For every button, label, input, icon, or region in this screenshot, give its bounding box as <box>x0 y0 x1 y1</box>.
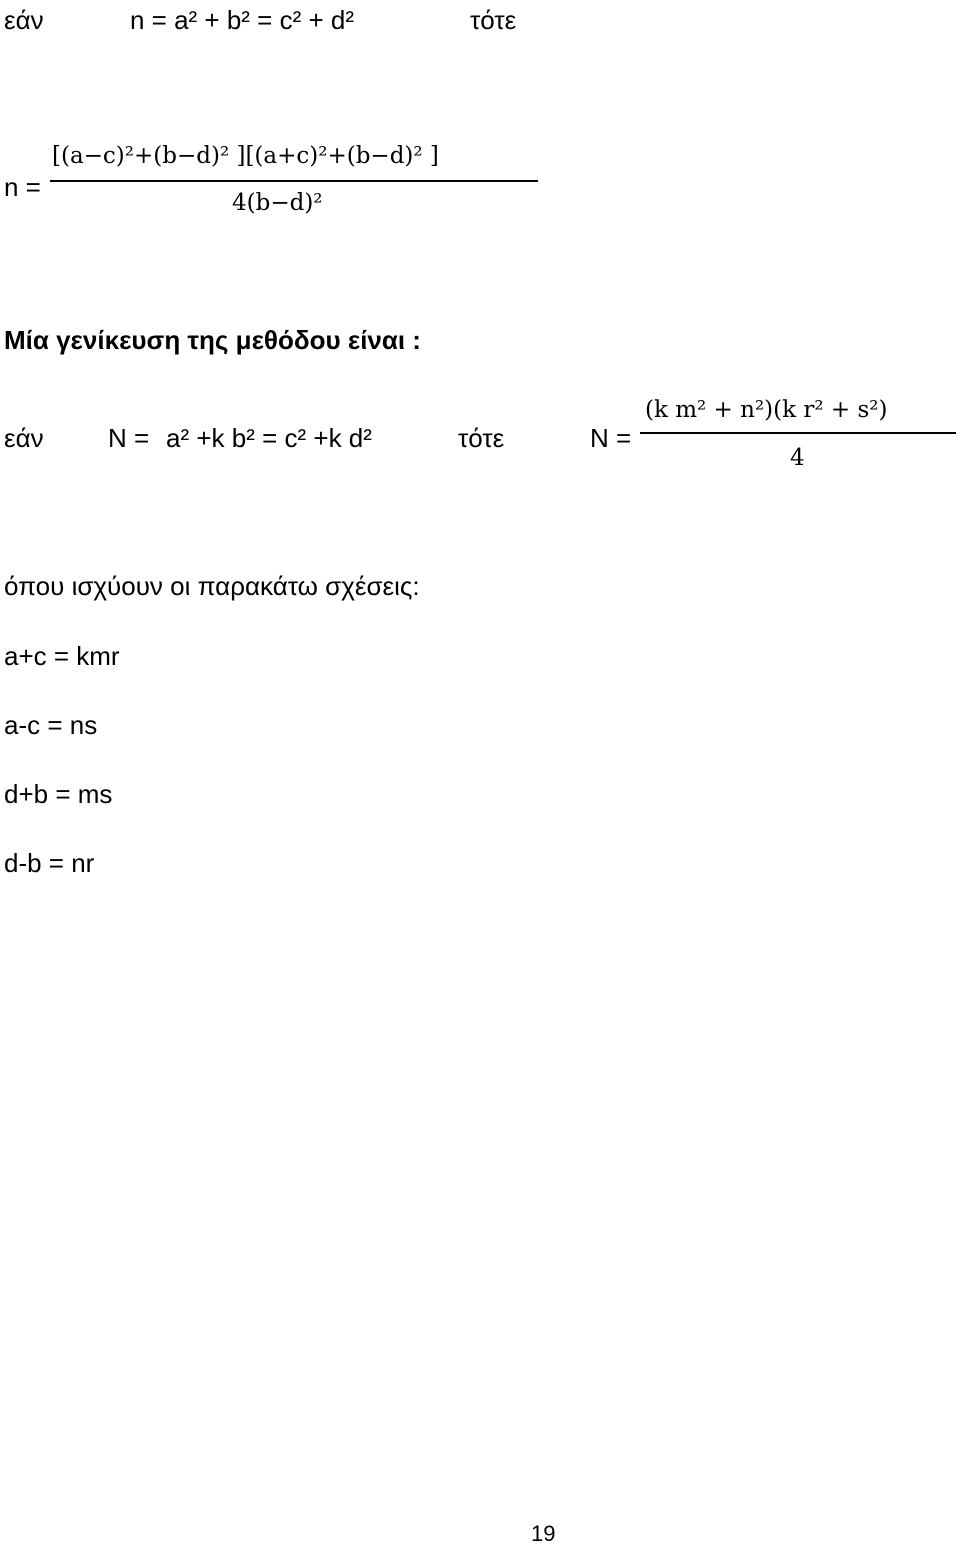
if-word-2: εάν <box>4 423 44 453</box>
relation-item: d-b = nr <box>4 848 95 878</box>
relation-item: d+b = ms <box>4 779 113 809</box>
formula2-denominator: 4 <box>790 445 805 471</box>
formula2-numerator: (k m² + n²)(k r² + s²) <box>645 397 888 423</box>
formula1-fraction-bar <box>50 180 538 182</box>
formula2-fraction-bar <box>640 432 956 434</box>
equation-2: a² +k b² = c² +k d² <box>166 423 372 453</box>
if-word-1: εάν <box>4 5 44 35</box>
formula1-denominator: 4(b−d)² <box>232 190 323 216</box>
formula2-lhs: N = <box>590 423 632 453</box>
formula1-lhs: n = <box>4 172 41 202</box>
then-word-1: τότε <box>470 5 517 35</box>
relation-item: a+c = kmr <box>4 641 120 671</box>
equation-1: n = a² + b² = c² + d² <box>130 5 354 35</box>
relations-intro: όπου ισχύουν οι παρακάτω σχέσεις: <box>4 571 420 601</box>
section-heading: Μία γενίκευση της μεθόδου είναι : <box>4 325 421 355</box>
then-word-2: τότε <box>458 423 505 453</box>
page-number: 19 <box>531 1521 556 1546</box>
equation-2-lhs: N = <box>108 423 150 453</box>
relation-item: a-c = ns <box>4 710 98 740</box>
formula1-numerator: [(a−c)²+(b−d)² ][(a+c)²+(b−d)² ] <box>52 143 439 169</box>
